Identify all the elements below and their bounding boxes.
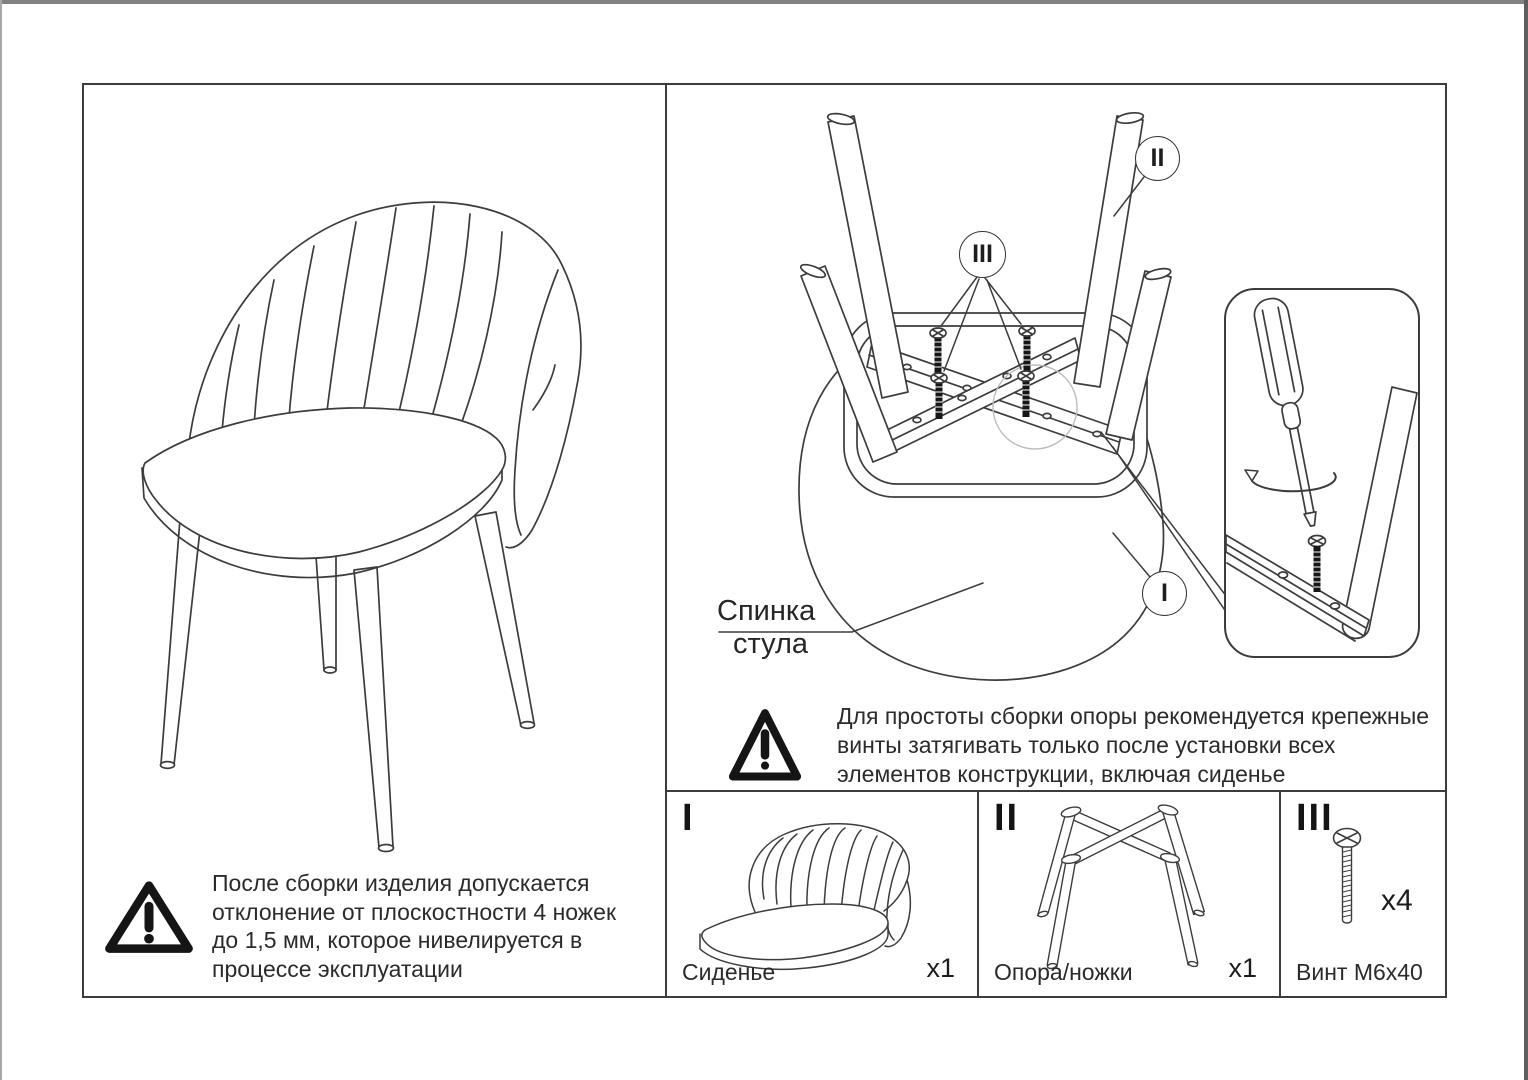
right-warning-block <box>667 705 1447 790</box>
warning-triangle-icon <box>729 706 801 786</box>
warning-triangle-icon <box>104 879 194 957</box>
page-edge-left <box>0 0 2 1080</box>
parts-list-row <box>667 790 1447 996</box>
part-numeral: III <box>1296 797 1334 839</box>
warning-line: процессе эксплуатации <box>212 955 463 982</box>
part-quantity: x1 <box>1228 953 1257 983</box>
part-name: Сиденье <box>682 959 776 985</box>
back-label-line2: стула <box>733 628 809 660</box>
warning-line: элементов конструкции, включая сиденье <box>837 761 1286 787</box>
part-quantity: x4 <box>1381 884 1413 917</box>
page-edge-top <box>0 0 1528 4</box>
callout-label: II <box>1150 144 1165 172</box>
warning-line: до 1,5 мм, которое нивелируется в <box>212 927 583 953</box>
back-roll-crease <box>514 270 558 535</box>
page-edge-right <box>1524 0 1528 1080</box>
warning-line: отклонение от плоскостности 4 ножек <box>212 898 617 925</box>
part-cell-legs <box>979 792 1281 996</box>
part-name: Опора/ножки <box>994 959 1133 985</box>
assembly-panel <box>667 85 1447 996</box>
assembled-chair-drawing <box>134 170 624 890</box>
part-name: Винт M6x40 <box>1296 959 1423 985</box>
instruction-sheet-frame <box>82 83 1447 998</box>
callout-label: III <box>972 240 993 268</box>
part-quantity: x1 <box>926 953 955 983</box>
part-numeral: I <box>682 797 695 839</box>
warning-line: винты затягивать только после установки всех <box>837 732 1336 758</box>
warning-line: Для простоты сборки опоры рекомендуется крепежные <box>837 703 1430 729</box>
callout-circle-screws <box>959 231 1006 278</box>
back-label-line1: Спинка <box>717 595 816 627</box>
back-of-chair-label <box>717 595 815 661</box>
back-roll-fold <box>533 365 555 410</box>
right-warning-text <box>837 702 1429 789</box>
callout-circle-legs <box>1135 136 1180 181</box>
callout-circle-seat <box>1142 571 1187 616</box>
callout-label: I <box>1161 579 1168 607</box>
part-cell-seat <box>667 792 979 996</box>
part-cell-screw <box>1281 792 1447 996</box>
warning-line: После сборки изделия допускается <box>212 870 590 896</box>
part-numeral: II <box>994 797 1020 839</box>
left-warning-text <box>212 869 616 983</box>
detail-inset <box>1225 289 1419 657</box>
